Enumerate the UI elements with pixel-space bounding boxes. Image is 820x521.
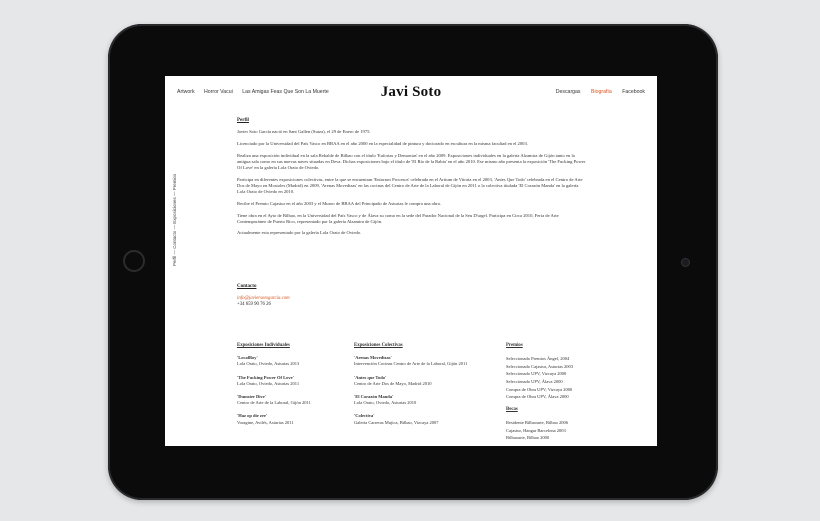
awards-list	[506, 355, 626, 401]
list-item	[237, 413, 347, 425]
exhibition-detail: Centro de Arte Dos de Mayo, Madrid 2010	[354, 380, 432, 386]
nav-item-las-amigas[interactable]: Las Amigas Feas Que Son La Muerte	[242, 89, 329, 95]
list-item	[354, 355, 494, 367]
exhibition-detail: Intervención Cocinas Centro de Arte de la Laboral, Gijón 2011	[354, 361, 468, 367]
profile-paragraph: Recibe el Premio Cajastur en el año 2003 y el Museo de BBAA del Principado de Asturias le compra una obra.	[237, 200, 441, 206]
top-nav-right	[547, 89, 645, 95]
list-item	[354, 394, 494, 406]
exhibition-title: 'LocalBoy'	[237, 355, 258, 361]
awards-heading: Premios	[506, 343, 523, 348]
nav-item-artwork[interactable]: Artwork	[177, 89, 195, 95]
camera-dot	[681, 258, 690, 267]
grants-heading: Becas	[506, 406, 518, 412]
exhibition-title: 'El Corazón Manda'	[354, 394, 394, 400]
list-item	[354, 413, 494, 425]
awards-section	[506, 343, 626, 442]
individual-exhibitions	[237, 343, 347, 433]
exhibition-detail: Lola Orato, Oviedo, Asturias 2010	[354, 400, 417, 406]
exhibition-detail: Galería Carreras Mujica, Bilbao, Vizcaya 2007	[354, 419, 439, 425]
exhibition-detail: Lola Orato, Oviedo, Asturias 2011	[237, 380, 300, 386]
exhibition-detail: Lola Orato, Oviedo, Asturias 2013	[237, 361, 300, 367]
list-item	[237, 375, 347, 387]
nav-item-facebook[interactable]: Facebook	[622, 89, 645, 95]
individual-exhibitions-heading: Exposiciones Individuales	[237, 343, 290, 348]
profile-paragraph: Realiza una exposición individual en la sala Rekalde de Bilbao con el título 'Euforias y Demonias' en el año 2009. Exposiciones individuales en la galería Alzamira de Gijón tanto en la antigua sala como en sus nuevas naves situadas en Deva. Dichas exposiciones bajo el título de 'El Río de la Rabia' en el año 2010. Ese mismo año presenta la exposición 'The Fucking Power Of Love' en la galería Lola Orato de Oviedo.	[237, 152, 586, 171]
list-item: Compra de Obra UPV, Vizcaya 2000	[506, 386, 573, 392]
profile-paragraph: Tiene obra en el Ayto de Bilbao, en la Universidad del País Vasco y de Álava su como en la sede del Parador Nacional de la Seu D'urgel. Participa en Circa 2010, Feria de Arte Contemporáneo de Puerto Rico, representado por la galería Alzamira de Gijón.	[237, 212, 559, 224]
side-section-nav[interactable]: Perfil — Contacto — Exposiciones — Premios	[172, 173, 177, 266]
exhibition-title: 'Antes que Todo'	[354, 374, 387, 380]
nav-item-horror-vacui[interactable]: Horror Vacui	[204, 89, 233, 95]
contact-email-link[interactable]: info@javiersotogarcia.com	[237, 295, 290, 301]
grants-list	[506, 419, 626, 442]
profile-paragraph: Javier Soto García nació en Sant Gallen (Suiza), el 29 de Enero de 1975.	[237, 129, 371, 135]
profile-heading: Perfil	[237, 118, 249, 123]
exhibition-title: 'Haz op die zee'	[237, 413, 268, 419]
list-item: Compra de Obra UPV, Álava 2000	[506, 394, 569, 400]
profile-paragraph: Licenciado por la Universidad del País Vasco en BBAA en el año 2000 en la especialidad de pintura y doctorado en escultura en la misma facultad en el 2003.	[237, 140, 528, 146]
exhibition-title: 'Colectiva'	[354, 413, 375, 419]
screen	[165, 76, 657, 446]
list-item: Seleccionado UPV, Álava 2000	[506, 378, 563, 384]
list-item	[237, 394, 347, 406]
list-item: Seleccionado Premios Ángel, 2004	[506, 356, 570, 362]
list-item	[354, 375, 494, 387]
profile-paragraph: Actualmente esta representado por la galería Lola Orato de Oviedo.	[237, 230, 362, 236]
profile-paragraph: Participa en diferentes exposiciones colectivas, entre la que se encuentran 'Entornos Procesos' celebrada en el Artium de Vitoria en el 2003, 'Antes Que Todo' celebrada en el Centro de Arte Dos de Mayo en Mostoles (Madrid) en 2009, 'Arenas Movedizas' en las cocinas del Centro de Arte de la Laboral de Gijón en 2011 o la colectiva titulada 'El Corazón Manda' en la galería Lola Orato de Oviedo en 2010.	[237, 176, 583, 195]
exhibition-detail: Centro de Arte de la Laboral, Gijón 2011	[237, 400, 311, 406]
exhibition-title: 'Arenas Movedizas'	[354, 355, 392, 361]
exhibition-title: 'Dumster Dive'	[237, 394, 267, 400]
list-item: Cajastur, Hangar Barcelona 2003	[506, 427, 566, 433]
profile-section	[237, 118, 597, 242]
list-item: Seleccionado UPV, Vizcaya 2000	[506, 371, 567, 377]
list-item: Bilbaoarte, Bilbao 2000	[506, 435, 550, 441]
exhibition-title: 'The Fucking Power Of Love'	[237, 374, 294, 380]
contact-section	[237, 284, 290, 309]
nav-item-biografia[interactable]: Biografía	[590, 89, 612, 95]
contact-heading: Contacto	[237, 284, 257, 289]
group-exhibitions-heading: Exposiciones Colectivas	[354, 343, 403, 348]
list-item: Residente Bilbaoarte, Bilbao 2006	[506, 419, 568, 425]
group-exhibitions	[354, 343, 494, 433]
exhibition-detail: Voragine, Avilés, Asturias 2011	[237, 419, 294, 425]
site-title[interactable]: Javi Soto	[380, 84, 442, 100]
contact-phone: +34 659 90 76 26	[237, 302, 271, 308]
home-button[interactable]	[123, 250, 145, 272]
nav-item-descargas[interactable]: Descargas	[555, 89, 581, 95]
list-item	[237, 355, 347, 367]
list-item: Seleccionado Cajastur, Asturias 2003	[506, 363, 574, 369]
